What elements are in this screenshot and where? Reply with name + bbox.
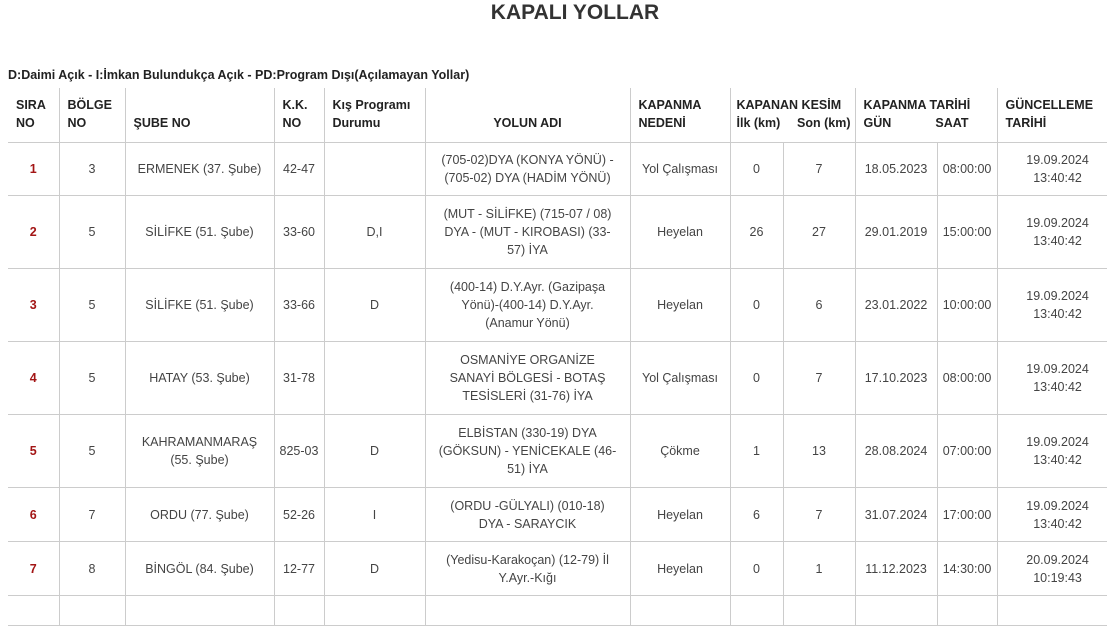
road-name-cell: (ORDU -GÜLYALI) (010-18) DYA - SARAYCIK (425, 488, 630, 542)
winter-program-status-cell: D (324, 415, 425, 488)
start-km-cell: 0 (730, 269, 783, 342)
closure-time-cell: 14:30:00 (937, 542, 997, 596)
kk-number-cell: 42-47 (274, 143, 324, 196)
closure-reason-cell: Heyelan (630, 488, 730, 542)
empty-cell (324, 596, 425, 626)
table-row (8, 542, 1107, 596)
updated-date: 19.09.2024 (1026, 153, 1089, 167)
end-km-cell: 6 (783, 269, 855, 342)
row-number-cell: 1 (8, 143, 59, 196)
updated-time: 10:19:43 (1033, 570, 1082, 585)
winter-program-status-cell (324, 143, 425, 196)
closure-time-cell: 08:00:00 (937, 143, 997, 196)
empty-cell (730, 596, 783, 626)
empty-cell (997, 596, 1107, 626)
start-km-cell: 0 (730, 342, 783, 415)
winter-program-status-cell (324, 342, 425, 415)
row-number-cell: 6 (8, 488, 59, 542)
closure-date-cell: 31.07.2024 (855, 488, 937, 542)
header-kesim: KAPANAN KESİM İlk (km) Son (km) (730, 88, 855, 143)
header-tarih: KAPANMA TARİHİ GÜN SAAT (855, 88, 997, 143)
end-km-cell: 1 (783, 542, 855, 596)
updated-at-cell (997, 488, 1107, 542)
branch-name-cell: ERMENEK (37. Şube) (125, 143, 274, 196)
region-number-cell: 3 (59, 143, 125, 196)
row-number-cell: 3 (8, 269, 59, 342)
start-km-cell: 0 (730, 143, 783, 196)
closure-date-cell: 23.01.2022 (855, 269, 937, 342)
updated-at-cell (997, 342, 1107, 415)
updated-at-cell (997, 415, 1107, 488)
page-title: KAPALI YOLLAR (490, 1, 660, 24)
header-neden: KAPANMA NEDENİ (630, 88, 730, 143)
start-km-cell: 26 (730, 196, 783, 269)
updated-date: 19.09.2024 (1026, 216, 1089, 230)
region-number-cell: 5 (59, 196, 125, 269)
empty-cell (125, 596, 274, 626)
end-km-cell: 7 (783, 143, 855, 196)
branch-name-cell: ORDU (77. Şube) (125, 488, 274, 542)
kk-number-cell: 12-77 (274, 542, 324, 596)
kk-number-cell: 33-66 (274, 269, 324, 342)
winter-program-status-cell: I (324, 488, 425, 542)
end-km-cell: 7 (783, 342, 855, 415)
updated-date: 20.09.2024 (1026, 552, 1089, 567)
start-km-cell: 0 (730, 542, 783, 596)
row-number-cell: 2 (8, 196, 59, 269)
closure-date-cell: 28.08.2024 (855, 415, 937, 488)
road-name-cell: (Yedisu-Karakoçan) (12-79) İl Y.Ayr.-Kığı (425, 542, 630, 596)
closure-time-cell: 10:00:00 (937, 269, 997, 342)
closure-time-cell: 17:00:00 (937, 488, 997, 542)
empty-cell (59, 596, 125, 626)
updated-date: 19.09.2024 (1026, 498, 1089, 513)
header-kis: Kış Programı Durumu (324, 88, 425, 143)
header-sube: ŞUBE NO (125, 88, 274, 143)
closure-reason-cell: Heyelan (630, 269, 730, 342)
branch-name-cell: SİLİFKE (51. Şube) (125, 269, 274, 342)
header-guncel: GÜNCELLEME TARİHİ (997, 88, 1107, 143)
row-number-cell: 7 (8, 542, 59, 596)
kk-number-cell: 825-03 (274, 415, 324, 488)
updated-time: 13:40:42 (1033, 516, 1082, 531)
closure-reason-cell: Yol Çalışması (630, 143, 730, 196)
empty-cell (425, 596, 630, 626)
closure-time-cell: 08:00:00 (937, 342, 997, 415)
road-name-cell: (MUT - SİLİFKE) (715-07 / 08) DYA - (MUT - KIROBASI) (33-57) İYA (425, 196, 630, 269)
winter-program-status-cell: D (324, 542, 425, 596)
branch-name-cell: SİLİFKE (51. Şube) (125, 196, 274, 269)
region-number-cell: 5 (59, 415, 125, 488)
header-sira: SIRA NO (8, 88, 59, 143)
closure-date-cell: 29.01.2019 (855, 196, 937, 269)
status-legend: D:Daimi Açık - I:İmkan Bulundukça Açık - PD:Program Dışı(Açılamayan Yollar) (8, 68, 470, 82)
region-number-cell: 5 (59, 342, 125, 415)
empty-cell (855, 596, 937, 626)
winter-program-status-cell: D,I (324, 196, 425, 269)
kk-number-cell: 52-26 (274, 488, 324, 542)
start-km-cell: 1 (730, 415, 783, 488)
header-kk: K.K. NO (274, 88, 324, 143)
updated-time: 13:40:42 (1033, 453, 1082, 467)
kk-number-cell: 33-60 (274, 196, 324, 269)
road-name-cell: ELBİSTAN (330-19) DYA (GÖKSUN) - YENİCEKALE (46-51) İYA (425, 415, 630, 488)
table-row (8, 415, 1107, 488)
row-number-cell: 5 (8, 415, 59, 488)
road-name-cell: OSMANİYE ORGANİZE SANAYİ BÖLGESİ - BOTAŞ TESİSLERİ (31-76) İYA (425, 342, 630, 415)
table-row (8, 143, 1107, 196)
row-number-cell: 4 (8, 342, 59, 415)
closure-time-cell: 07:00:00 (937, 415, 997, 488)
start-km-cell: 6 (730, 488, 783, 542)
empty-cell (8, 596, 59, 626)
closure-date-cell: 18.05.2023 (855, 143, 937, 196)
road-name-cell: (705-02)DYA (KONYA YÖNÜ) - (705-02) DYA (HADİM YÖNÜ) (425, 143, 630, 196)
end-km-cell: 7 (783, 488, 855, 542)
closure-reason-cell: Yol Çalışması (630, 342, 730, 415)
closure-reason-cell: Heyelan (630, 542, 730, 596)
updated-at-cell (997, 542, 1107, 596)
updated-at-cell (997, 143, 1107, 196)
closure-reason-cell: Heyelan (630, 196, 730, 269)
updated-time: 13:40:42 (1033, 234, 1082, 248)
table-row (8, 196, 1107, 269)
header-bolge: BÖLGE NO (59, 88, 125, 143)
updated-at-cell (997, 196, 1107, 269)
closure-time-cell: 15:00:00 (937, 196, 997, 269)
updated-at-cell (997, 269, 1107, 342)
branch-name-cell: HATAY (53. Şube) (125, 342, 274, 415)
table-row (8, 488, 1107, 542)
closure-reason-cell: Çökme (630, 415, 730, 488)
closed-roads-table (8, 88, 1107, 626)
updated-date: 19.09.2024 (1026, 289, 1089, 303)
end-km-cell: 13 (783, 415, 855, 488)
updated-time: 13:40:42 (1033, 171, 1082, 185)
table-row (8, 269, 1107, 342)
empty-cell (630, 596, 730, 626)
road-name-cell: (400-14) D.Y.Ayr. (Gazipaşa Yönü)-(400-14) D.Y.Ayr. (Anamur Yönü) (425, 269, 630, 342)
closure-date-cell: 17.10.2023 (855, 342, 937, 415)
winter-program-status-cell: D (324, 269, 425, 342)
updated-date: 19.09.2024 (1026, 362, 1089, 376)
table-row-partial (8, 596, 1107, 626)
end-km-cell: 27 (783, 196, 855, 269)
empty-cell (783, 596, 855, 626)
table-row (8, 342, 1107, 415)
updated-time: 13:40:42 (1033, 307, 1082, 321)
branch-name-cell: KAHRAMANMARAŞ (55. Şube) (125, 415, 274, 488)
empty-cell (274, 596, 324, 626)
region-number-cell: 5 (59, 269, 125, 342)
branch-name-cell: BİNGÖL (84. Şube) (125, 542, 274, 596)
closure-date-cell: 11.12.2023 (855, 542, 937, 596)
updated-time: 13:40:42 (1033, 380, 1082, 394)
kk-number-cell: 31-78 (274, 342, 324, 415)
region-number-cell: 7 (59, 488, 125, 542)
region-number-cell: 8 (59, 542, 125, 596)
updated-date: 19.09.2024 (1026, 435, 1089, 449)
empty-cell (937, 596, 997, 626)
header-yol: YOLUN ADI (425, 88, 630, 143)
header-row (8, 88, 1107, 143)
